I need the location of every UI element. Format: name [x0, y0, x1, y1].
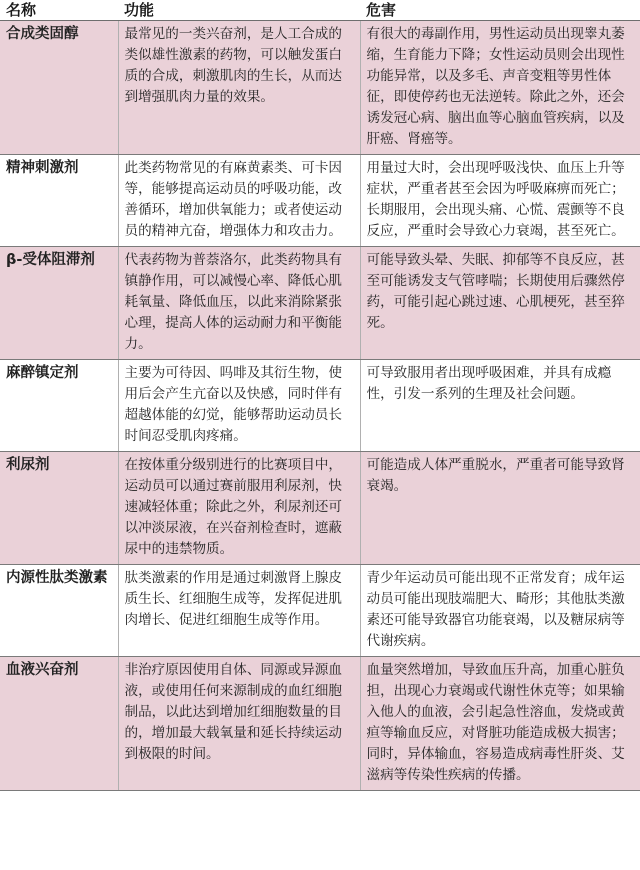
row-harm: 可能导致头晕、失眠、抑郁等不良反应，甚至可能诱发支气管哮喘；长期使用后骤然停药，可能引起心跳过速、心肌梗死，甚至猝死。: [360, 247, 640, 360]
row-function: 此类药物常见的有麻黄素类、可卡因等，能够提高运动员的呼吸功能，改善循环，增加供氧能力；或者使运动员的精神亢奋，增强体力和攻击力。: [118, 155, 360, 247]
header-function: 功能: [118, 0, 360, 21]
table-row: [0, 360, 640, 452]
row-function: 非治疗原因使用自体、同源或异源血液，或使用任何来源制成的血红细胞制品，以此达到增加红细胞数量的目的，增加最大载氧量和延长持续运动到极限的时间。: [118, 657, 360, 791]
row-harm: 血量突然增加，导致血压升高，加重心脏负担，出现心力衰竭或代谢性休克等；如果输入他人的血液，会引起急性溶血，发烧或黄疸等输血反应，对肾脏功能造成极大损害；同时，异体输血，容易造成病毒性肝炎、艾滋病等传染性疾病的传播。: [360, 657, 640, 791]
row-function: 最常见的一类兴奋剂，是人工合成的类似雄性激素的药物，可以触发蛋白质的合成，刺激肌肉的生长，从而达到增强肌肉力量的效果。: [118, 21, 360, 155]
row-name: 精神刺激剂: [0, 155, 118, 247]
row-harm: 有很大的毒副作用，男性运动员出现睾丸萎缩，生育能力下降；女性运动员则会出现性功能异常，以及多毛、声音变粗等男性体征，即使停药也无法逆转。除此之外，还会诱发冠心病、脑出血等心脑血管疾病，以及肝癌、肾癌等。: [360, 21, 640, 155]
row-name: 内源性肽类激素: [0, 565, 118, 657]
row-function: 肽类激素的作用是通过刺激肾上腺皮质生长、红细胞生成等，发挥促进肌肉增长、促进红细胞生成等作用。: [118, 565, 360, 657]
table-row: [0, 565, 640, 657]
row-function: 主要为可待因、吗啡及其衍生物，使用后会产生亢奋以及快感，同时伴有超越体能的幻觉，能够帮助运动员长时间忍受肌肉疼痛。: [118, 360, 360, 452]
table-row: [0, 247, 640, 360]
row-name: β-受体阻滞剂: [0, 247, 118, 360]
table-row: [0, 155, 640, 247]
row-harm: 可能造成人体严重脱水，严重者可能导致肾衰竭。: [360, 452, 640, 565]
row-harm: 可导致服用者出现呼吸困难，并具有成瘾性，引发一系列的生理及社会问题。: [360, 360, 640, 452]
row-name: 合成类固醇: [0, 21, 118, 155]
row-function: 代表药物为普萘洛尔，此类药物具有镇静作用，可以减慢心率、降低心肌耗氧量、降低血压，以此来消除紧张心理，提高人体的运动耐力和平衡能力。: [118, 247, 360, 360]
header-name: 名称: [0, 0, 118, 21]
table-header-row: [0, 0, 640, 21]
row-function: 在按体重分级别进行的比赛项目中，运动员可以通过赛前服用利尿剂，快速减轻体重；除此之外，利尿剂还可以冲淡尿液，在兴奋剂检查时，遮蔽尿中的违禁物质。: [118, 452, 360, 565]
row-harm: 青少年运动员可能出现不正常发育；成年运动员可能出现肢端肥大、畸形；其他肽类激素还可能导致器官功能衰竭，以及糖尿病等代谢疾病。: [360, 565, 640, 657]
row-name: 利尿剂: [0, 452, 118, 565]
row-name: 麻醉镇定剂: [0, 360, 118, 452]
row-harm: 用量过大时，会出现呼吸浅快、血压上升等症状，严重者甚至会因为呼吸麻痹而死亡；长期服用，会出现头痛、心慌、震颤等不良反应，严重时会导致心力衰竭，甚至死亡。: [360, 155, 640, 247]
table-row: [0, 657, 640, 791]
table-row: [0, 452, 640, 565]
table-row: [0, 21, 640, 155]
header-harm: 危害: [360, 0, 640, 21]
row-name: 血液兴奋剂: [0, 657, 118, 791]
